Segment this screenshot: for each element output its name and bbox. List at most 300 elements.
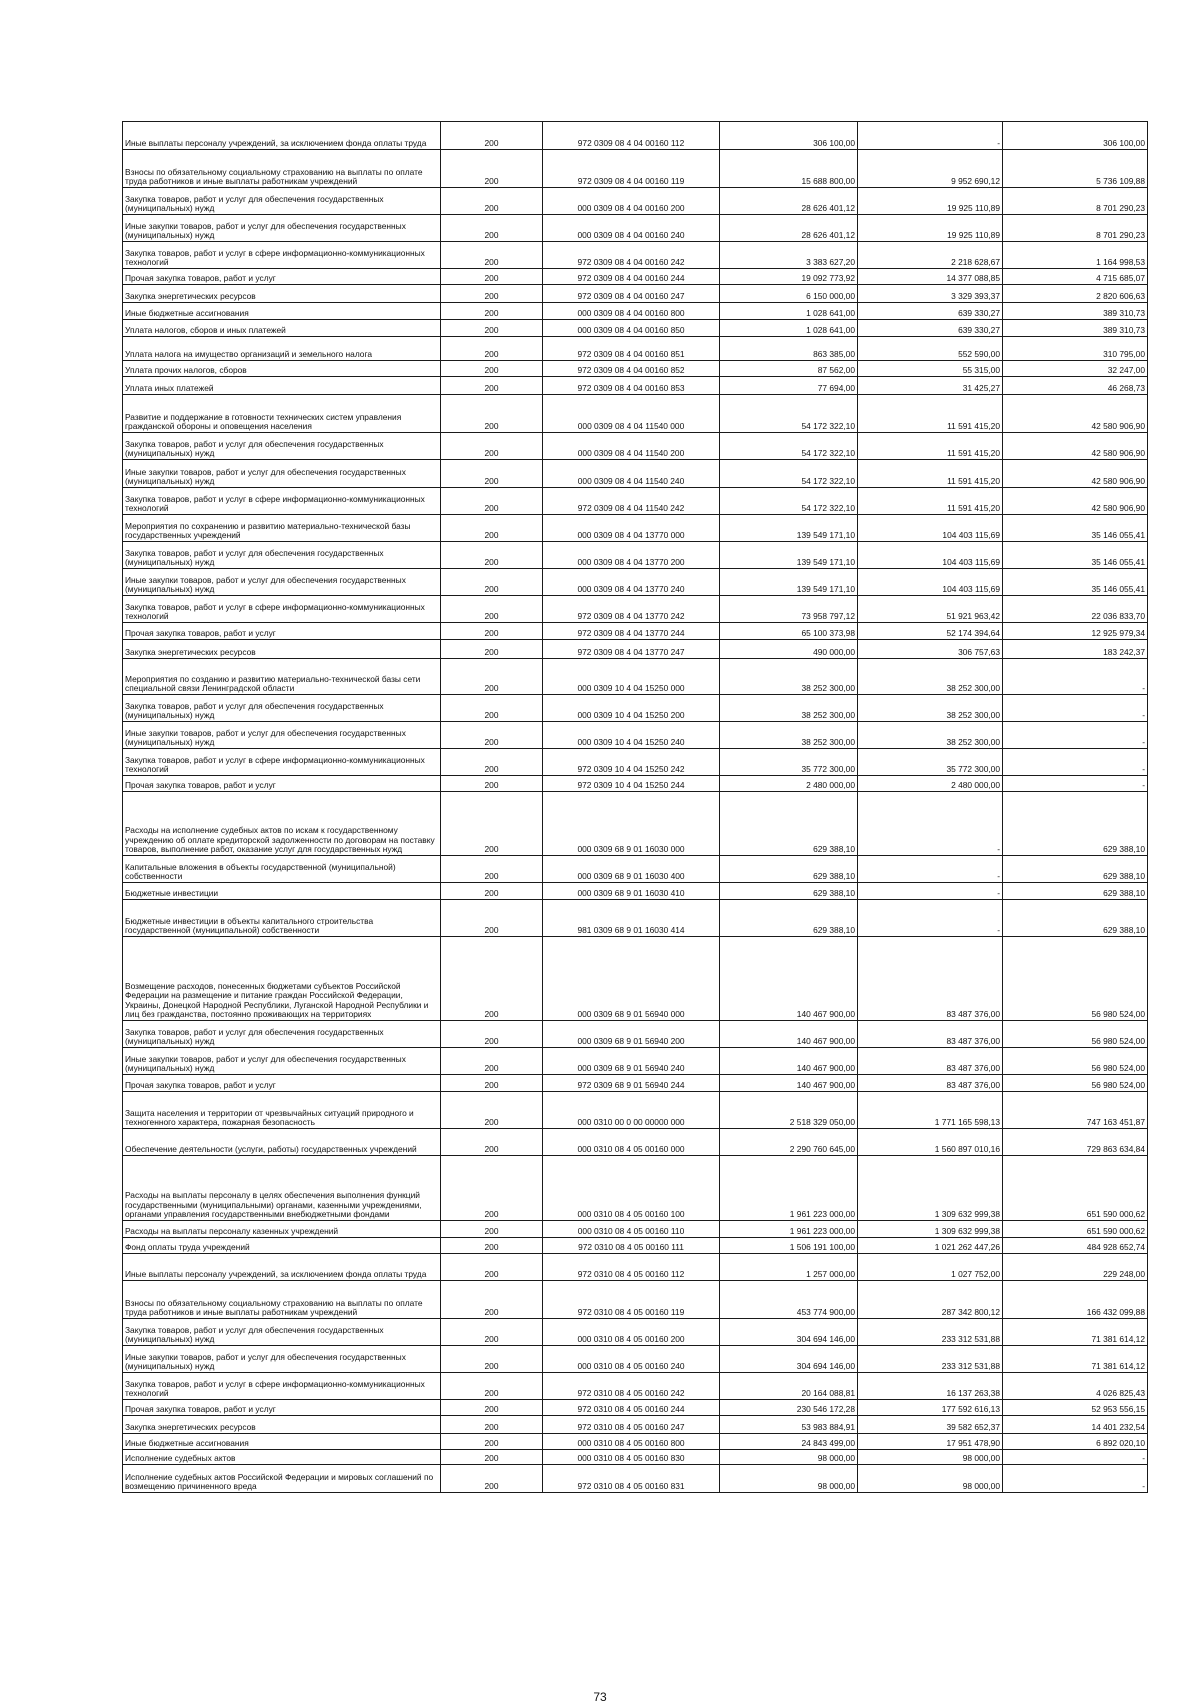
row-name-cell: Закупка товаров, работ и услуг для обеспечения государственных (муниципальных) нужд — [123, 188, 441, 215]
table-row — [123, 433, 1148, 460]
row-approved-amount-cell: 304 694 146,00 — [720, 1346, 858, 1373]
row-unexecuted-amount-cell: - — [1003, 776, 1148, 792]
table-row — [123, 776, 1148, 792]
row-unexecuted-amount-cell: 1 164 998,53 — [1003, 242, 1148, 269]
row-name-cell: Развитие и поддержание в готовности технических систем управления гражданской обороны и оповещения населения — [123, 395, 441, 433]
row-unexecuted-amount-cell: 56 980 524,00 — [1003, 937, 1148, 1021]
table-row — [123, 515, 1148, 542]
row-unexecuted-amount-cell: 183 242,37 — [1003, 640, 1148, 659]
row-unexecuted-amount-cell: - — [1003, 695, 1148, 722]
table-row — [123, 1400, 1148, 1416]
row-name-cell: Закупка товаров, работ и услуг в сфере информационно-коммуникационных технологий — [123, 242, 441, 269]
table-row — [123, 1092, 1148, 1129]
budget-execution-table — [122, 121, 1148, 1493]
row-approved-amount-cell: 20 164 088,81 — [720, 1373, 858, 1400]
row-unexecuted-amount-cell: 71 381 614,12 — [1003, 1319, 1148, 1346]
row-name-cell: Уплата налогов, сборов и иных платежей — [123, 320, 441, 337]
row-executed-amount-cell: 1 021 262 447,26 — [858, 1238, 1003, 1254]
row-unexecuted-amount-cell: 42 580 906,90 — [1003, 460, 1148, 488]
row-name-cell: Прочая закупка товаров, работ и услуг — [123, 776, 441, 792]
row-name-cell: Уплата налога на имущество организаций и земельного налога — [123, 337, 441, 361]
row-unexecuted-amount-cell: - — [1003, 1450, 1148, 1465]
row-approved-amount-cell: 2 518 329 050,00 — [720, 1092, 858, 1129]
row-unexecuted-amount-cell: 14 401 232,54 — [1003, 1416, 1148, 1434]
row-unexecuted-amount-cell: 5 736 109,88 — [1003, 150, 1148, 188]
row-budget-code-cell: 972 0309 10 4 04 15250 244 — [543, 776, 720, 792]
row-name-cell: Иные закупки товаров, работ и услуг для обеспечения государственных (муниципальных) нужд — [123, 460, 441, 488]
row-approved-amount-cell: 53 983 884,91 — [720, 1416, 858, 1434]
row-budget-code-cell: 972 0309 08 4 04 13770 242 — [543, 596, 720, 623]
row-budget-code-cell: 972 0309 10 4 04 15250 242 — [543, 749, 720, 776]
row-executed-amount-cell: 1 309 632 999,38 — [858, 1156, 1003, 1221]
table-row — [123, 361, 1148, 377]
row-unexecuted-amount-cell: - — [1003, 722, 1148, 749]
row-executed-amount-cell: 19 925 110,89 — [858, 215, 1003, 242]
row-executed-amount-cell: 2 480 000,00 — [858, 776, 1003, 792]
row-name-cell: Закупка энергетических ресурсов — [123, 640, 441, 659]
row-executed-amount-cell: 233 312 531,88 — [858, 1346, 1003, 1373]
row-approved-amount-cell: 73 958 797,12 — [720, 596, 858, 623]
row-executed-amount-cell: 104 403 115,69 — [858, 569, 1003, 596]
row-executed-amount-cell: 177 592 616,13 — [858, 1400, 1003, 1416]
row-executed-amount-cell: 83 487 376,00 — [858, 1075, 1003, 1092]
row-budget-code-cell: 000 0310 08 4 05 00160 100 — [543, 1156, 720, 1221]
table-row — [123, 1021, 1148, 1048]
row-line-code-cell: 200 — [441, 1238, 543, 1254]
row-line-code-cell: 200 — [441, 285, 543, 303]
row-line-code-cell: 200 — [441, 1434, 543, 1450]
row-name-cell: Прочая закупка товаров, работ и услуг — [123, 269, 441, 285]
row-name-cell: Фонд оплаты труда учреждений — [123, 1238, 441, 1254]
row-line-code-cell: 200 — [441, 433, 543, 460]
table-row — [123, 1416, 1148, 1434]
row-line-code-cell: 200 — [441, 937, 543, 1021]
row-executed-amount-cell: 55 315,00 — [858, 361, 1003, 377]
row-unexecuted-amount-cell: 71 381 614,12 — [1003, 1346, 1148, 1373]
row-unexecuted-amount-cell: - — [1003, 659, 1148, 695]
row-name-cell: Капитальные вложения в объекты государственной (муниципальной) собственности — [123, 856, 441, 883]
row-unexecuted-amount-cell: 629 388,10 — [1003, 883, 1148, 900]
row-executed-amount-cell: - — [858, 122, 1003, 150]
row-executed-amount-cell: 52 174 394,64 — [858, 623, 1003, 640]
row-budget-code-cell: 000 0309 68 9 01 56940 240 — [543, 1048, 720, 1075]
row-unexecuted-amount-cell: 42 580 906,90 — [1003, 488, 1148, 515]
row-line-code-cell: 200 — [441, 1346, 543, 1373]
row-budget-code-cell: 972 0310 08 4 05 00160 112 — [543, 1254, 720, 1281]
row-line-code-cell: 200 — [441, 1156, 543, 1221]
row-line-code-cell: 200 — [441, 900, 543, 937]
row-unexecuted-amount-cell: 389 310,73 — [1003, 303, 1148, 320]
row-approved-amount-cell: 98 000,00 — [720, 1450, 858, 1465]
row-name-cell: Закупка товаров, работ и услуг в сфере информационно-коммуникационных технологий — [123, 596, 441, 623]
row-approved-amount-cell: 140 467 900,00 — [720, 1048, 858, 1075]
row-approved-amount-cell: 140 467 900,00 — [720, 937, 858, 1021]
row-name-cell: Прочая закупка товаров, работ и услуг — [123, 1400, 441, 1416]
row-executed-amount-cell: 83 487 376,00 — [858, 937, 1003, 1021]
row-name-cell: Иные закупки товаров, работ и услуг для обеспечения государственных (муниципальных) нужд — [123, 1048, 441, 1075]
row-name-cell: Закупка товаров, работ и услуг для обеспечения государственных (муниципальных) нужд — [123, 1021, 441, 1048]
row-name-cell: Закупка товаров, работ и услуг для обеспечения государственных (муниципальных) нужд — [123, 1319, 441, 1346]
table-row — [123, 1156, 1148, 1221]
table-row — [123, 596, 1148, 623]
row-budget-code-cell: 000 0309 08 4 04 13770 000 — [543, 515, 720, 542]
row-budget-code-cell: 000 0309 08 4 04 11540 240 — [543, 460, 720, 488]
row-executed-amount-cell: - — [858, 900, 1003, 937]
row-executed-amount-cell: - — [858, 792, 1003, 856]
row-line-code-cell: 200 — [441, 695, 543, 722]
row-budget-code-cell: 000 0310 08 4 05 00160 200 — [543, 1319, 720, 1346]
row-name-cell: Взносы по обязательному социальному страхованию на выплаты по оплате труда работников и иные выплаты работникам учреждений — [123, 150, 441, 188]
table-row — [123, 1075, 1148, 1092]
row-line-code-cell: 200 — [441, 1021, 543, 1048]
table-row — [123, 242, 1148, 269]
row-approved-amount-cell: 6 150 000,00 — [720, 285, 858, 303]
row-name-cell: Мероприятия по сохранению и развитию материально-технической базы государственных учреждений — [123, 515, 441, 542]
row-unexecuted-amount-cell: 56 980 524,00 — [1003, 1048, 1148, 1075]
row-approved-amount-cell: 140 467 900,00 — [720, 1021, 858, 1048]
row-budget-code-cell: 000 0310 08 4 05 00160 110 — [543, 1221, 720, 1238]
row-executed-amount-cell: 9 952 690,12 — [858, 150, 1003, 188]
row-executed-amount-cell: 38 252 300,00 — [858, 722, 1003, 749]
row-name-cell: Возмещение расходов, понесенных бюджетами субъектов Российской Федерации на размещение и питание граждан Российской Федерации, Украины, Донецкой Народной Республики, Луганской Народной Республики и лиц без гражданства, постоянно проживающих на территориях — [123, 937, 441, 1021]
row-approved-amount-cell: 1 028 641,00 — [720, 303, 858, 320]
row-line-code-cell: 200 — [441, 269, 543, 285]
table-row — [123, 1254, 1148, 1281]
row-approved-amount-cell: 38 252 300,00 — [720, 722, 858, 749]
row-approved-amount-cell: 863 385,00 — [720, 337, 858, 361]
row-name-cell: Расходы на выплаты персоналу в целях обеспечения выполнения функций государственными (муниципальными) органами, казенными учреждениями, органами управления государственными внебюджетными фондами — [123, 1156, 441, 1221]
row-executed-amount-cell: 104 403 115,69 — [858, 515, 1003, 542]
row-line-code-cell: 200 — [441, 515, 543, 542]
row-budget-code-cell: 972 0310 08 4 05 00160 119 — [543, 1281, 720, 1319]
row-executed-amount-cell: 31 425,27 — [858, 377, 1003, 395]
table-row — [123, 122, 1148, 150]
row-name-cell: Уплата прочих налогов, сборов — [123, 361, 441, 377]
row-unexecuted-amount-cell: 35 146 055,41 — [1003, 515, 1148, 542]
row-approved-amount-cell: 139 549 171,10 — [720, 542, 858, 569]
row-approved-amount-cell: 54 172 322,10 — [720, 433, 858, 460]
row-unexecuted-amount-cell: 22 036 833,70 — [1003, 596, 1148, 623]
row-unexecuted-amount-cell: 32 247,00 — [1003, 361, 1148, 377]
row-approved-amount-cell: 19 092 773,92 — [720, 269, 858, 285]
row-executed-amount-cell: 306 757,63 — [858, 640, 1003, 659]
row-executed-amount-cell: 11 591 415,20 — [858, 460, 1003, 488]
row-executed-amount-cell: 17 951 478,90 — [858, 1434, 1003, 1450]
row-name-cell: Обеспечение деятельности (услуги, работы) государственных учреждений — [123, 1129, 441, 1156]
table-row — [123, 937, 1148, 1021]
table-row — [123, 488, 1148, 515]
row-approved-amount-cell: 54 172 322,10 — [720, 488, 858, 515]
row-executed-amount-cell: 1 027 752,00 — [858, 1254, 1003, 1281]
table-row — [123, 377, 1148, 395]
row-name-cell: Бюджетные инвестиции в объекты капитального строительства государственной (муниципальной) собственности — [123, 900, 441, 937]
row-executed-amount-cell: - — [858, 856, 1003, 883]
row-unexecuted-amount-cell: 8 701 290,23 — [1003, 215, 1148, 242]
row-name-cell: Мероприятия по созданию и развитию материально-технической базы сети специальной связи Ленинградской области — [123, 659, 441, 695]
row-approved-amount-cell: 140 467 900,00 — [720, 1075, 858, 1092]
row-executed-amount-cell: 1 560 897 010,16 — [858, 1129, 1003, 1156]
row-executed-amount-cell: 14 377 088,85 — [858, 269, 1003, 285]
row-executed-amount-cell: 83 487 376,00 — [858, 1048, 1003, 1075]
row-unexecuted-amount-cell: 629 388,10 — [1003, 792, 1148, 856]
table-row — [123, 1465, 1148, 1493]
row-line-code-cell: 200 — [441, 1221, 543, 1238]
row-executed-amount-cell: 639 330,27 — [858, 303, 1003, 320]
row-unexecuted-amount-cell: 651 590 000,62 — [1003, 1221, 1148, 1238]
row-executed-amount-cell: 98 000,00 — [858, 1450, 1003, 1465]
row-approved-amount-cell: 77 694,00 — [720, 377, 858, 395]
table-row — [123, 722, 1148, 749]
row-name-cell: Исполнение судебных актов — [123, 1450, 441, 1465]
table-row — [123, 395, 1148, 433]
table-row — [123, 542, 1148, 569]
row-budget-code-cell: 000 0310 00 0 00 00000 000 — [543, 1092, 720, 1129]
row-name-cell: Иные бюджетные ассигнования — [123, 1434, 441, 1450]
row-name-cell: Прочая закупка товаров, работ и услуг — [123, 1075, 441, 1092]
row-line-code-cell: 200 — [441, 303, 543, 320]
row-budget-code-cell: 972 0309 08 4 04 00160 112 — [543, 122, 720, 150]
row-unexecuted-amount-cell: 629 388,10 — [1003, 856, 1148, 883]
row-unexecuted-amount-cell: 42 580 906,90 — [1003, 433, 1148, 460]
row-name-cell: Расходы на выплаты персоналу казенных учреждений — [123, 1221, 441, 1238]
row-budget-code-cell: 972 0309 08 4 04 00160 242 — [543, 242, 720, 269]
row-executed-amount-cell: 16 137 263,38 — [858, 1373, 1003, 1400]
row-budget-code-cell: 000 0310 08 4 05 00160 800 — [543, 1434, 720, 1450]
row-approved-amount-cell: 1 257 000,00 — [720, 1254, 858, 1281]
row-unexecuted-amount-cell: 229 248,00 — [1003, 1254, 1148, 1281]
row-budget-code-cell: 972 0309 08 4 04 13770 244 — [543, 623, 720, 640]
row-executed-amount-cell: 104 403 115,69 — [858, 542, 1003, 569]
row-approved-amount-cell: 65 100 373,98 — [720, 623, 858, 640]
row-line-code-cell: 200 — [441, 1129, 543, 1156]
row-line-code-cell: 200 — [441, 337, 543, 361]
row-approved-amount-cell: 54 172 322,10 — [720, 395, 858, 433]
row-name-cell: Закупка товаров, работ и услуг в сфере информационно-коммуникационных технологий — [123, 1373, 441, 1400]
row-executed-amount-cell: 11 591 415,20 — [858, 395, 1003, 433]
row-unexecuted-amount-cell: 35 146 055,41 — [1003, 569, 1148, 596]
row-approved-amount-cell: 87 562,00 — [720, 361, 858, 377]
row-line-code-cell: 200 — [441, 640, 543, 659]
row-unexecuted-amount-cell: 629 388,10 — [1003, 900, 1148, 937]
table-row — [123, 150, 1148, 188]
table-row — [123, 188, 1148, 215]
row-budget-code-cell: 972 0309 08 4 04 00160 119 — [543, 150, 720, 188]
row-unexecuted-amount-cell: 4 026 825,43 — [1003, 1373, 1148, 1400]
table-row — [123, 1281, 1148, 1319]
row-budget-code-cell: 972 0309 68 9 01 56940 244 — [543, 1075, 720, 1092]
row-name-cell: Защита населения и территории от чрезвычайных ситуаций природного и техногенного характера, пожарная безопасность — [123, 1092, 441, 1129]
row-approved-amount-cell: 1 506 191 100,00 — [720, 1238, 858, 1254]
row-budget-code-cell: 000 0309 68 9 01 56940 000 — [543, 937, 720, 1021]
row-approved-amount-cell: 1 961 223 000,00 — [720, 1156, 858, 1221]
table-row — [123, 792, 1148, 856]
row-line-code-cell: 200 — [441, 188, 543, 215]
row-budget-code-cell: 000 0309 10 4 04 15250 200 — [543, 695, 720, 722]
table-row — [123, 303, 1148, 320]
row-unexecuted-amount-cell: 46 268,73 — [1003, 377, 1148, 395]
row-line-code-cell: 200 — [441, 1048, 543, 1075]
row-name-cell: Иные закупки товаров, работ и услуг для обеспечения государственных (муниципальных) нужд — [123, 215, 441, 242]
row-approved-amount-cell: 453 774 900,00 — [720, 1281, 858, 1319]
row-executed-amount-cell: 83 487 376,00 — [858, 1021, 1003, 1048]
row-unexecuted-amount-cell: 310 795,00 — [1003, 337, 1148, 361]
row-budget-code-cell: 972 0310 08 4 05 00160 831 — [543, 1465, 720, 1493]
row-name-cell: Прочая закупка товаров, работ и услуг — [123, 623, 441, 640]
row-budget-code-cell: 000 0309 08 4 04 13770 240 — [543, 569, 720, 596]
row-line-code-cell: 200 — [441, 883, 543, 900]
row-unexecuted-amount-cell: - — [1003, 749, 1148, 776]
row-unexecuted-amount-cell: 35 146 055,41 — [1003, 542, 1148, 569]
row-line-code-cell: 200 — [441, 395, 543, 433]
row-executed-amount-cell: 38 252 300,00 — [858, 659, 1003, 695]
row-line-code-cell: 200 — [441, 776, 543, 792]
row-name-cell: Закупка товаров, работ и услуг для обеспечения государственных (муниципальных) нужд — [123, 542, 441, 569]
row-name-cell: Иные бюджетные ассигнования — [123, 303, 441, 320]
row-line-code-cell: 200 — [441, 596, 543, 623]
row-approved-amount-cell: 1 028 641,00 — [720, 320, 858, 337]
row-approved-amount-cell: 230 546 172,28 — [720, 1400, 858, 1416]
table-row — [123, 1221, 1148, 1238]
row-budget-code-cell: 972 0310 08 4 05 00160 111 — [543, 1238, 720, 1254]
row-executed-amount-cell: 3 329 393,37 — [858, 285, 1003, 303]
row-budget-code-cell: 000 0309 08 4 04 00160 850 — [543, 320, 720, 337]
row-approved-amount-cell: 98 000,00 — [720, 1465, 858, 1493]
row-budget-code-cell: 000 0309 68 9 01 16030 400 — [543, 856, 720, 883]
row-executed-amount-cell: 639 330,27 — [858, 320, 1003, 337]
row-name-cell: Закупка энергетических ресурсов — [123, 1416, 441, 1434]
row-unexecuted-amount-cell: 484 928 652,74 — [1003, 1238, 1148, 1254]
row-name-cell: Бюджетные инвестиции — [123, 883, 441, 900]
row-budget-code-cell: 972 0309 08 4 04 13770 247 — [543, 640, 720, 659]
row-name-cell: Исполнение судебных актов Российской Федерации и мировых соглашений по возмещению причиненного вреда — [123, 1465, 441, 1493]
row-name-cell: Расходы на исполнение судебных актов по искам к государственному учреждению об оплате кредиторской задолженности по договорам на поставку товаров, выполнение работ, оказание услуг для государственных нужд — [123, 792, 441, 856]
row-name-cell: Закупка энергетических ресурсов — [123, 285, 441, 303]
row-approved-amount-cell: 139 549 171,10 — [720, 515, 858, 542]
row-budget-code-cell: 972 0309 08 4 04 11540 242 — [543, 488, 720, 515]
row-approved-amount-cell: 1 961 223 000,00 — [720, 1221, 858, 1238]
row-budget-code-cell: 000 0309 08 4 04 13770 200 — [543, 542, 720, 569]
row-approved-amount-cell: 629 388,10 — [720, 792, 858, 856]
row-executed-amount-cell: 233 312 531,88 — [858, 1319, 1003, 1346]
row-unexecuted-amount-cell: 729 863 634,84 — [1003, 1129, 1148, 1156]
row-approved-amount-cell: 629 388,10 — [720, 856, 858, 883]
row-budget-code-cell: 972 0310 08 4 05 00160 244 — [543, 1400, 720, 1416]
row-name-cell: Закупка товаров, работ и услуг в сфере информационно-коммуникационных технологий — [123, 749, 441, 776]
table-row — [123, 460, 1148, 488]
row-unexecuted-amount-cell: 56 980 524,00 — [1003, 1021, 1148, 1048]
row-executed-amount-cell: - — [858, 883, 1003, 900]
row-budget-code-cell: 000 0309 08 4 04 00160 800 — [543, 303, 720, 320]
row-approved-amount-cell: 24 843 499,00 — [720, 1434, 858, 1450]
table-row — [123, 659, 1148, 695]
table-row — [123, 695, 1148, 722]
row-line-code-cell: 200 — [441, 377, 543, 395]
table-row — [123, 1450, 1148, 1465]
row-approved-amount-cell: 28 626 401,12 — [720, 188, 858, 215]
row-executed-amount-cell: 2 218 628,67 — [858, 242, 1003, 269]
row-approved-amount-cell: 54 172 322,10 — [720, 460, 858, 488]
row-line-code-cell: 200 — [441, 569, 543, 596]
row-budget-code-cell: 972 0309 08 4 04 00160 853 — [543, 377, 720, 395]
row-unexecuted-amount-cell: 6 892 020,10 — [1003, 1434, 1148, 1450]
table-row — [123, 1319, 1148, 1346]
row-line-code-cell: 200 — [441, 1319, 543, 1346]
row-budget-code-cell: 000 0309 10 4 04 15250 000 — [543, 659, 720, 695]
row-unexecuted-amount-cell: 42 580 906,90 — [1003, 395, 1148, 433]
row-executed-amount-cell: 39 582 652,37 — [858, 1416, 1003, 1434]
row-line-code-cell: 200 — [441, 792, 543, 856]
row-name-cell: Иные закупки товаров, работ и услуг для обеспечения государственных (муниципальных) нужд — [123, 1346, 441, 1373]
row-budget-code-cell: 972 0310 08 4 05 00160 242 — [543, 1373, 720, 1400]
row-line-code-cell: 200 — [441, 1400, 543, 1416]
row-approved-amount-cell: 38 252 300,00 — [720, 659, 858, 695]
row-line-code-cell: 200 — [441, 1281, 543, 1319]
row-name-cell: Закупка товаров, работ и услуг для обеспечения государственных (муниципальных) нужд — [123, 433, 441, 460]
row-name-cell: Иные выплаты персоналу учреждений, за исключением фонда оплаты труда — [123, 1254, 441, 1281]
row-line-code-cell: 200 — [441, 1416, 543, 1434]
row-approved-amount-cell: 306 100,00 — [720, 122, 858, 150]
row-line-code-cell: 200 — [441, 150, 543, 188]
row-executed-amount-cell: 51 921 963,42 — [858, 596, 1003, 623]
row-name-cell: Иные закупки товаров, работ и услуг для обеспечения государственных (муниципальных) нужд — [123, 569, 441, 596]
row-line-code-cell: 200 — [441, 1075, 543, 1092]
row-executed-amount-cell: 287 342 800,12 — [858, 1281, 1003, 1319]
row-approved-amount-cell: 35 772 300,00 — [720, 749, 858, 776]
row-name-cell: Иные закупки товаров, работ и услуг для обеспечения государственных (муниципальных) нужд — [123, 722, 441, 749]
table-row — [123, 883, 1148, 900]
row-unexecuted-amount-cell: 12 925 979,34 — [1003, 623, 1148, 640]
table-row — [123, 337, 1148, 361]
row-line-code-cell: 200 — [441, 659, 543, 695]
table-row — [123, 1373, 1148, 1400]
table-row — [123, 1238, 1148, 1254]
table-row — [123, 1346, 1148, 1373]
row-executed-amount-cell: 35 772 300,00 — [858, 749, 1003, 776]
row-unexecuted-amount-cell: 747 163 451,87 — [1003, 1092, 1148, 1129]
row-name-cell: Закупка товаров, работ и услуг для обеспечения государственных (муниципальных) нужд — [123, 695, 441, 722]
row-approved-amount-cell: 490 000,00 — [720, 640, 858, 659]
row-approved-amount-cell: 139 549 171,10 — [720, 569, 858, 596]
row-executed-amount-cell: 38 252 300,00 — [858, 695, 1003, 722]
row-unexecuted-amount-cell: 4 715 685,07 — [1003, 269, 1148, 285]
row-unexecuted-amount-cell: 651 590 000,62 — [1003, 1156, 1148, 1221]
row-line-code-cell: 200 — [441, 749, 543, 776]
row-unexecuted-amount-cell: 8 701 290,23 — [1003, 188, 1148, 215]
row-approved-amount-cell: 2 480 000,00 — [720, 776, 858, 792]
row-executed-amount-cell: 11 591 415,20 — [858, 488, 1003, 515]
table-row — [123, 856, 1148, 883]
row-budget-code-cell: 000 0310 08 4 05 00160 000 — [543, 1129, 720, 1156]
row-line-code-cell: 200 — [441, 320, 543, 337]
row-approved-amount-cell: 629 388,10 — [720, 883, 858, 900]
row-line-code-cell: 200 — [441, 1254, 543, 1281]
table-row — [123, 749, 1148, 776]
row-unexecuted-amount-cell: 2 820 606,63 — [1003, 285, 1148, 303]
table-row — [123, 1129, 1148, 1156]
row-unexecuted-amount-cell: 389 310,73 — [1003, 320, 1148, 337]
table-row — [123, 623, 1148, 640]
row-budget-code-cell: 972 0309 08 4 04 00160 247 — [543, 285, 720, 303]
table-row — [123, 215, 1148, 242]
row-budget-code-cell: 000 0309 08 4 04 11540 200 — [543, 433, 720, 460]
row-executed-amount-cell: 19 925 110,89 — [858, 188, 1003, 215]
table-body — [123, 122, 1148, 1493]
table-row — [123, 1048, 1148, 1075]
page-number: 73 — [593, 1690, 607, 1704]
row-line-code-cell: 200 — [441, 856, 543, 883]
row-budget-code-cell: 000 0309 68 9 01 16030 000 — [543, 792, 720, 856]
row-executed-amount-cell: 11 591 415,20 — [858, 433, 1003, 460]
